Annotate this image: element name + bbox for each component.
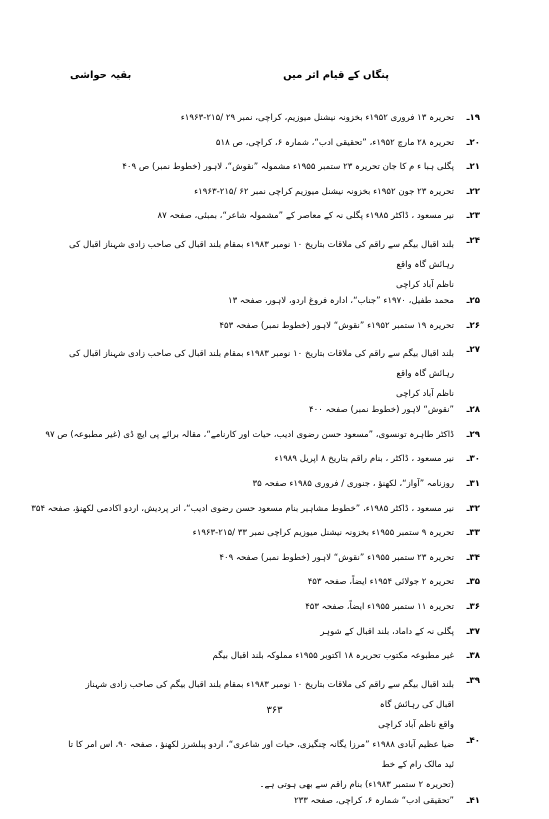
endnote-line: تحریرہ ۲۸ مارچ ۱۹۵۲ء، ”تحقیقی ادب“، شمارہ ۶، کراچی، ص ۵۱۸ [215, 137, 454, 148]
endnote-item [65, 112, 480, 137]
endnote-line: تحریرہ ۹ ستمبر ۱۹۵۵ء بخزونہ نیشنل میوزیم کراچی نمبر ۳۳ /۲۱۵-۱۹۶۳ء [192, 528, 454, 539]
endnote-line: ”نقوش“ لاہور (خطوط نمبر) صفحہ ۴۰۰ [309, 405, 454, 416]
endnote-text [65, 601, 454, 614]
endnote-item [65, 576, 480, 601]
endnote-line: تحریرہ ۲۳ جون ۱۹۵۲ء بخزونہ نیشنل میوزیم کراچی نمبر ۶۲ /۲۱۵-۱۹۶۳ء [194, 186, 454, 197]
endnote-number: ۳۵ـ [466, 577, 480, 588]
endnote-number: ۳۴ـ [466, 552, 480, 563]
endnote-number: ۳۶ـ [466, 601, 480, 612]
endnote-number: ۳۱ـ [466, 478, 480, 489]
endnote-number: ۲۸ـ [466, 405, 480, 416]
endnote-line: تحریرہ ۱۳ فروری ۱۹۵۲ء بخزونہ نیشنل میوزیم، کراچی، نمبر ۲۹ /۲۱۵-۱۹۶۳ء [180, 113, 454, 123]
endnote-line: روزنامہ ”آواز“، لکھنؤ ، جنوری / فروری ۱۹۸۵ء صفحہ ۳۵ [252, 478, 454, 489]
endnote-number: ۲۴ـ [466, 235, 480, 246]
endnote-item [65, 320, 480, 345]
endnote-text [65, 478, 454, 491]
endnote-text [65, 320, 454, 333]
endnote-text [65, 735, 454, 795]
endnote-number: ۳۹ـ [466, 675, 480, 686]
endnote-text [65, 235, 454, 295]
endnote-number: ۴۰ـ [466, 735, 480, 746]
endnote-item [65, 478, 480, 503]
endnote-text [65, 404, 454, 417]
endnote-number: ۳۸ـ [466, 651, 480, 662]
endnote-item [65, 344, 480, 404]
endnote-line: نیر مسعود ، ڈاکٹر ۱۹۸۵ء پگلی نہ کے معاصر کے ”مشمولہ شاعر“، بمبئی، صفحہ ۸۷ [157, 211, 454, 222]
endnote-text [65, 576, 454, 589]
endnote-number: ۲۷ـ [466, 345, 480, 356]
endnote-line-continued: ناظم آباد کراچی [396, 279, 454, 290]
endnote-item [65, 735, 480, 795]
endnote-item [65, 601, 480, 626]
endnote-item [65, 186, 480, 211]
endnote-text [65, 210, 454, 223]
endnote-line: پگلی ہبا ء م کا جان تحریرہ ۲۳ ستمبر ۱۹۵۵ء مشمولہ ”نقوش“، لاہور (خطوط نمبر) ص ۴۰۹ [122, 162, 454, 173]
endnote-number: ۲۵ـ [466, 295, 480, 306]
endnote-item [65, 795, 480, 819]
endnote-number: ۳۰ـ [466, 454, 480, 465]
page-number: ۳۶۳ [266, 705, 283, 716]
endnote-line: بلند اقبال بیگم سے راقم کی ملاقات بتاریخ ۱۰ نومبر ۱۹۸۳ء بمقام بلند اقبال کی صاحب زادی شہناز اقبال کی رہائش گاہ واقع [68, 239, 454, 270]
endnote-number: ۲۱ـ [466, 162, 480, 173]
endnote-item [65, 137, 480, 162]
endnote-line-continued: واقع ناظم آباد کراچی [378, 719, 454, 730]
endnote-line: ”تحقیقی ادب“ شمارہ ۶، کراچی، صفحہ ۲۳۳ [294, 795, 454, 806]
endnote-line: نیر مسعود ، ڈاکٹر ، بنام راقم بتاریخ ۸ اپریل ۱۹۸۹ء [274, 454, 454, 465]
endnote-text [65, 344, 454, 404]
endnote-text [31, 503, 454, 516]
endnote-item [65, 295, 480, 320]
endnote-number: ۲۹ـ [466, 429, 480, 440]
endnote-text [65, 795, 454, 808]
endnote-text [65, 137, 454, 150]
endnote-line: تحریرہ ۱۱ ستمبر ۱۹۵۵ء ایضاً، صفحہ ۴۵۳ [305, 601, 454, 612]
endnote-line: محمد طفیل، ۱۹۷۰ء ”جناب“، ادارہ فروغ اردو، لاہور، صفحہ ۱۳ [227, 295, 454, 306]
endnote-text [65, 112, 454, 125]
endnote-item [45, 429, 480, 454]
endnote-number: ۳۲ـ [466, 503, 480, 514]
endnote-number: ۱۹ـ [466, 113, 480, 123]
endnote-text [65, 161, 454, 174]
endnote-item [65, 552, 480, 577]
endnote-number: ۳۷ـ [466, 626, 480, 637]
endnote-item [65, 404, 480, 429]
endnote-line: بلند اقبال بیگم سے راقم کی ملاقات بتاریخ ۱۰ نومبر ۱۹۸۳ء بمقام بلند اقبال کی صاحب زادی شہناز اقبال کی رہائش گاہ واقع [68, 349, 454, 380]
endnote-text [65, 453, 454, 466]
endnote-text [65, 186, 454, 199]
endnote-line-continued: (تحریرہ ۲ ستمبر ۱۹۸۳ء) بنام راقم سے بھی ہوتی ہے۔ [259, 779, 454, 790]
endnote-line: تحریرہ ۲۳ ستمبر ۱۹۵۵ء ”نقوش“ لاہور (خطوط نمبر) صفحہ ۴۰۹ [219, 552, 454, 563]
endnote-item [65, 235, 480, 295]
endnote-text [65, 552, 454, 565]
endnote-text [65, 527, 454, 540]
endnote-text [65, 626, 454, 639]
endnote-text [65, 650, 454, 663]
endnote-item [65, 453, 480, 478]
endnote-text [65, 295, 454, 308]
endnote-line-continued: ناظم آباد کراچی [396, 389, 454, 400]
endnote-item [65, 527, 480, 552]
endnote-item [65, 626, 480, 651]
endnote-line: بلند اقبال بیگم سے راقم کی ملاقات بتاریخ ۱۰ نومبر ۱۹۸۳ء بمقام بلند اقبال بیگم کی صاحب زادی شہناز اقبال کی رہائش گاہ [85, 679, 454, 710]
endnote-number: ۳۳ـ [466, 528, 480, 539]
endnote-line: تحریرہ ۱۹ ستمبر ۱۹۵۲ء ”نقوش“ لاہور (خطوط نمبر) صفحہ ۴۵۳ [219, 320, 454, 331]
endnote-number: ۲۰ـ [466, 137, 480, 148]
endnote-item [65, 161, 480, 186]
endnote-number: ۲۲ـ [466, 186, 480, 197]
endnote-line: تحریرہ ۲ جولائی ۱۹۵۴ء ایضاً، صفحہ ۴۵۳ [307, 577, 454, 588]
endnote-item [65, 210, 480, 235]
endnote-text [45, 429, 454, 442]
endnote-line: نیر مسعود ، ڈاکٹر ۱۹۸۵ء، ”خطوط مشاہیر بنام مسعود حسن رضوی ادیب“، اتر پردیش، اردو اکادمی لکھنؤ، صفحہ ۳۵۴ [31, 503, 454, 514]
endnote-number: ۲۶ـ [466, 320, 480, 331]
running-header-title: پنگاں کے قیام اثر میں [283, 70, 389, 81]
endnote-line: پگلی نہ کے داماد، بلند اقبال کے شوہر [320, 626, 454, 637]
endnote-item [65, 650, 480, 675]
endnote-line: ڈاکٹر طاہرہ تونسوی، ”مسعود حسن رضوی ادیب، حیات اور کارنامے“، مقالہ برائے پی ایچ ڈی (غیر مطبوعہ) ص ۹۷ [45, 429, 454, 440]
endnote-line: غیر مطبوعہ مکتوب تحریرہ ۱۸ اکتوبر ۱۹۵۵ء مملوکہ بلند اقبال بیگم [212, 651, 454, 662]
endnote-line: ضیا عظیم آبادی ۱۹۸۸ء ”مرزا یگانہ چنگیزی، حیات اور شاعری“، اردو پبلشرز لکھنؤ ، صفحہ ۹۰، اس امر کا تا ئید مالک رام کے خط [68, 739, 454, 770]
endnote-number: ۴۱ـ [466, 795, 480, 806]
endnote-item [31, 503, 480, 528]
running-header-section: بقیہ حواشی [70, 70, 132, 81]
endnote-number: ۲۳ـ [466, 211, 480, 222]
